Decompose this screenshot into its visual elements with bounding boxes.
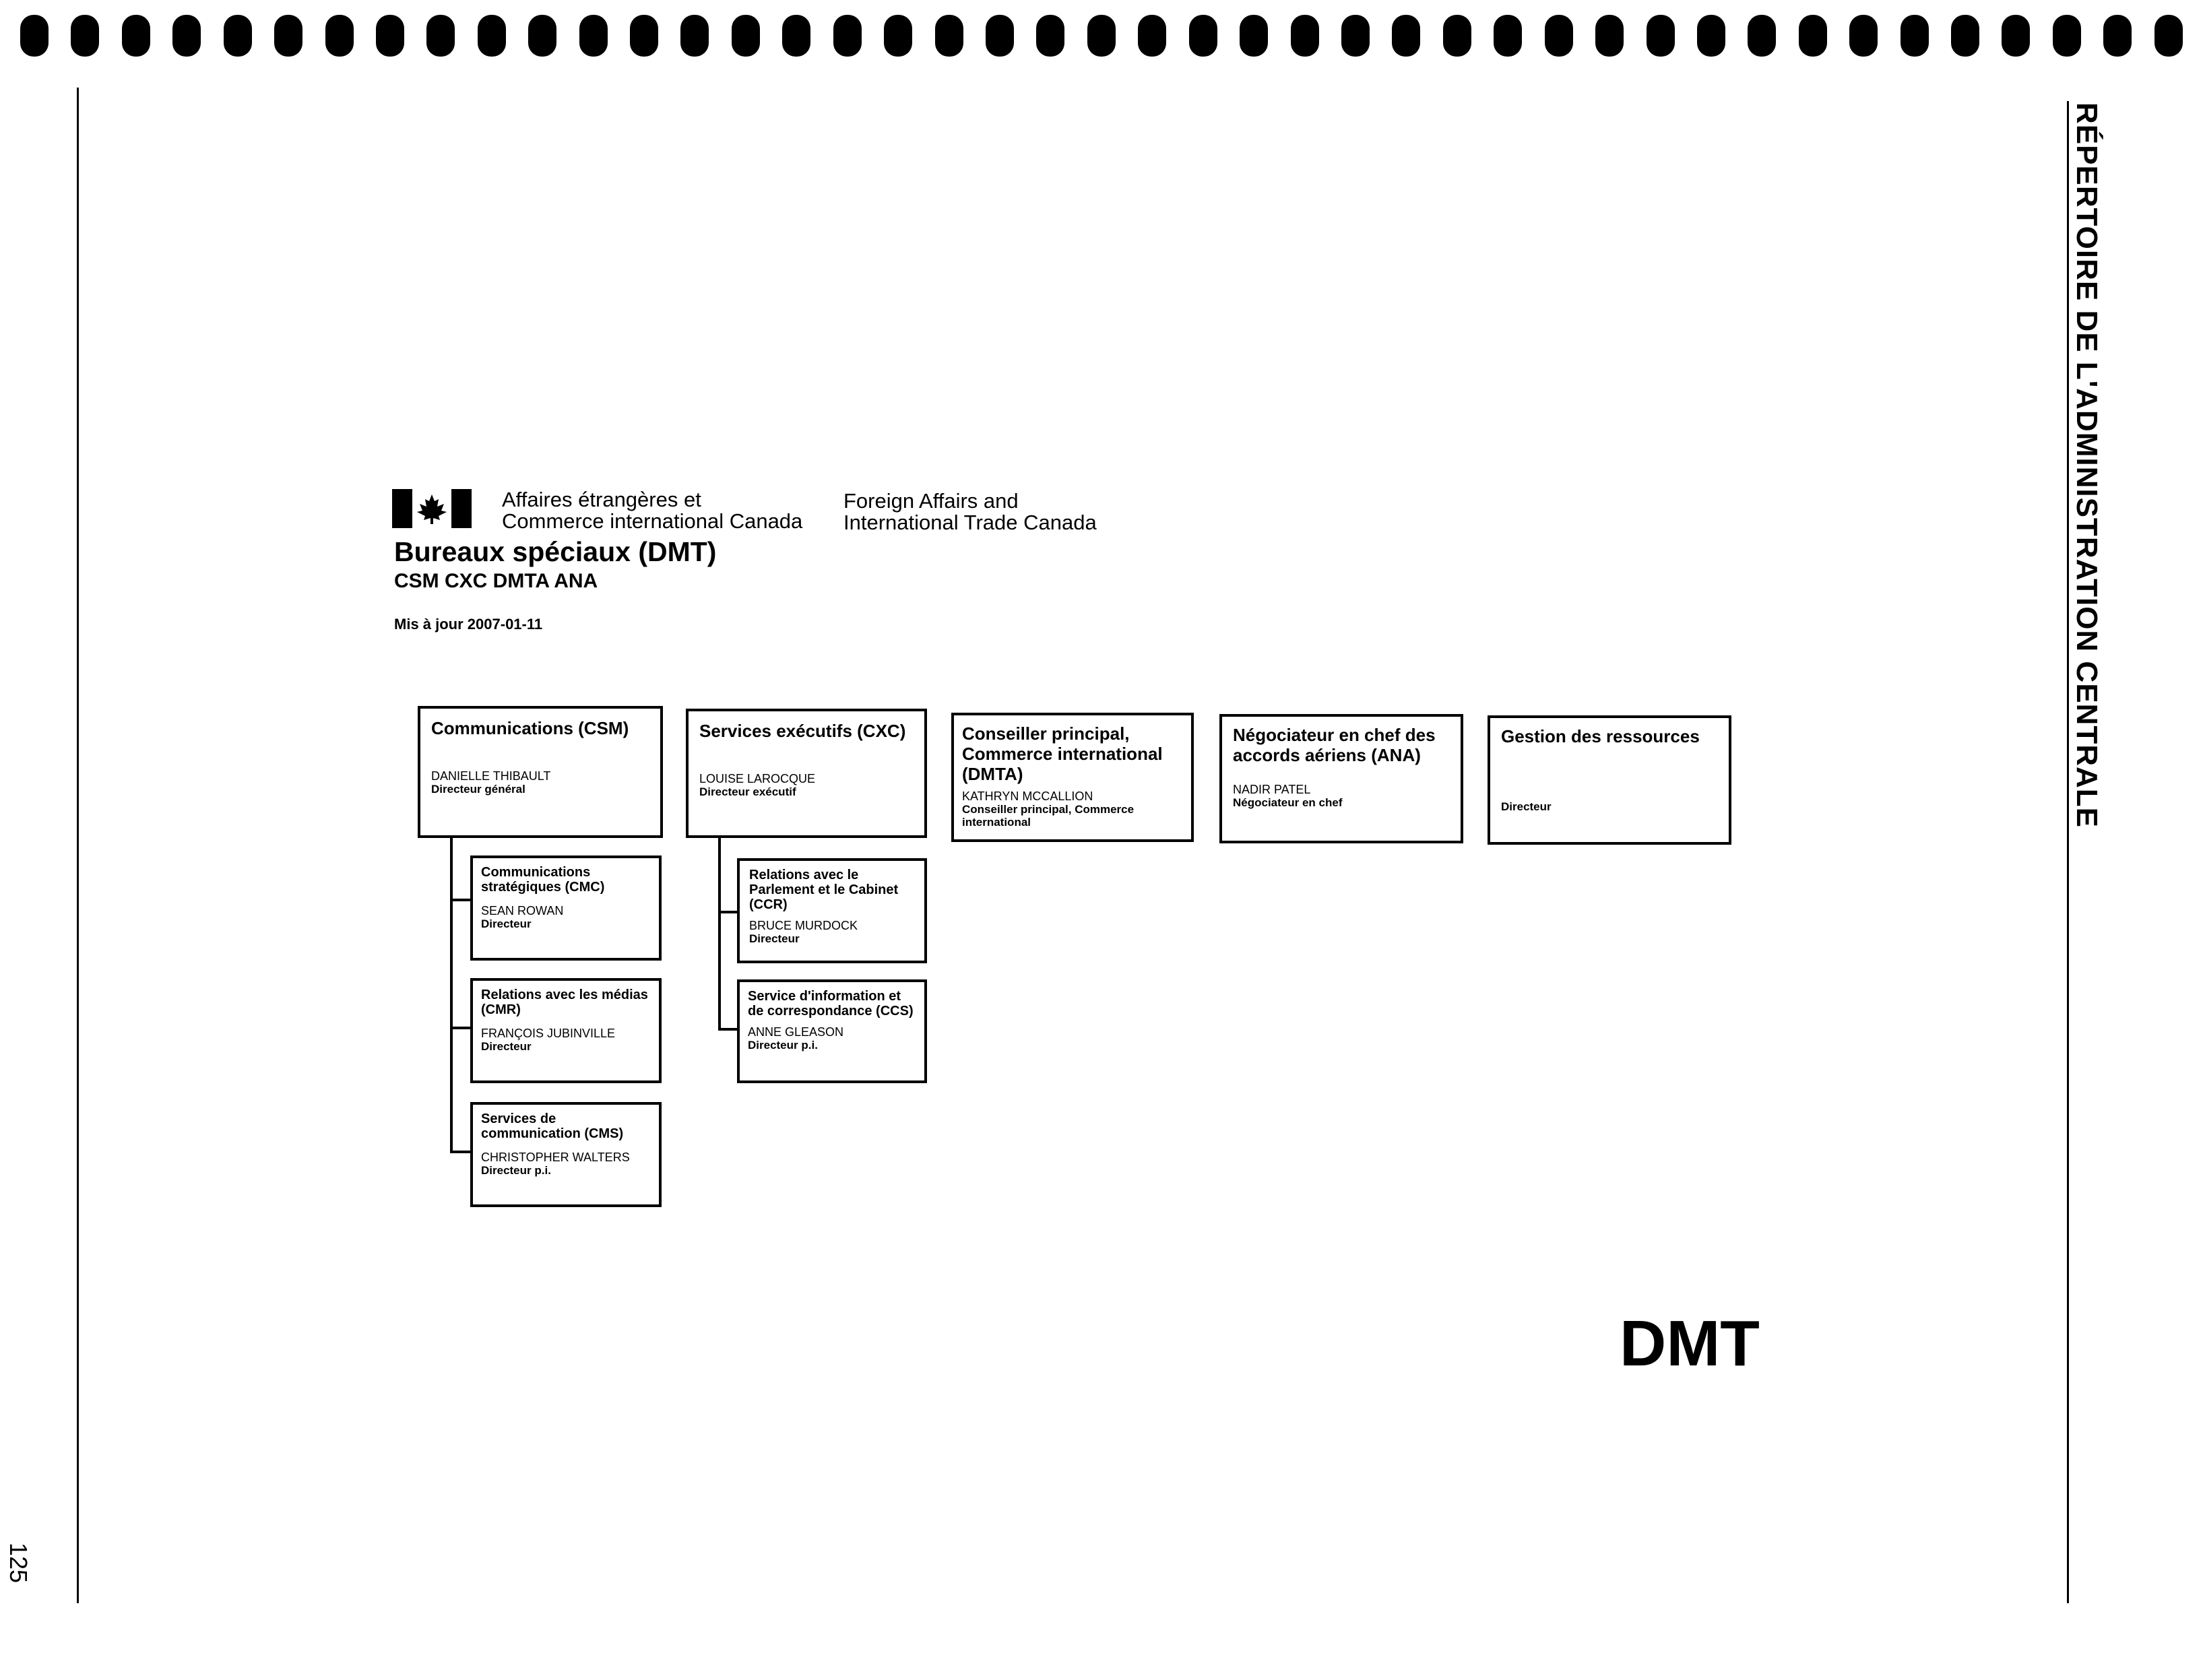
org-box-role: Directeur bbox=[1501, 800, 1552, 813]
binding-hole bbox=[478, 15, 506, 57]
connector-line bbox=[718, 911, 738, 913]
org-box-person: KATHRYN MCCALLION bbox=[962, 789, 1093, 803]
org-box-role: Directeur p.i. bbox=[481, 1164, 551, 1177]
dept-en-line1: Foreign Affairs and bbox=[843, 489, 1019, 513]
binding-hole bbox=[1138, 15, 1166, 57]
org-box-role: Directeur exécutif bbox=[699, 785, 796, 798]
binding-hole bbox=[172, 15, 201, 57]
binding-hole bbox=[1494, 15, 1522, 57]
binding-hole bbox=[1595, 15, 1624, 57]
connector-line bbox=[718, 835, 721, 1031]
side-title: RÉPERTOIRE DE L'ADMINISTRATION CENTRALE bbox=[2070, 102, 2103, 828]
org-box-role: Conseiller principal, Commerce international bbox=[962, 803, 1135, 829]
dept-en-line2: International Trade Canada bbox=[843, 511, 1097, 534]
connector-line bbox=[450, 1151, 472, 1153]
binding-hole bbox=[20, 15, 49, 57]
org-box-cms bbox=[470, 1102, 662, 1207]
binding-hole bbox=[630, 15, 658, 57]
org-box-title: Communications stratégiques (CMC) bbox=[481, 865, 605, 895]
org-box-title: Service d'information et de correspondance (CCS) bbox=[748, 989, 914, 1019]
org-box-ccs bbox=[737, 979, 927, 1083]
dept-fr-line2: Commerce international Canada bbox=[502, 509, 803, 533]
binding-hole bbox=[986, 15, 1014, 57]
binding-hole bbox=[2002, 15, 2030, 57]
org-box-role: Directeur général bbox=[431, 783, 525, 796]
org-box-person: ANNE GLEASON bbox=[748, 1025, 844, 1039]
left-margin-rule bbox=[77, 88, 79, 1603]
dept-name-en bbox=[843, 490, 1097, 534]
binding-hole bbox=[1545, 15, 1573, 57]
org-box-resources bbox=[1488, 715, 1731, 845]
updated-date: Mis à jour 2007-01-11 bbox=[394, 616, 543, 633]
org-box-cxc bbox=[686, 709, 927, 838]
binding-hole bbox=[224, 15, 252, 57]
org-box-title: Services de communication (CMS) bbox=[481, 1111, 624, 1141]
binding-hole bbox=[528, 15, 556, 57]
org-box-person: BRUCE MURDOCK bbox=[749, 919, 858, 932]
binding-hole bbox=[71, 15, 99, 57]
dept-fr-line1: Affaires étrangères et bbox=[502, 488, 701, 511]
org-box-ana bbox=[1219, 714, 1463, 843]
binding-hole bbox=[1087, 15, 1116, 57]
org-box-person: LOUISE LAROCQUE bbox=[699, 772, 816, 785]
binding-hole bbox=[2154, 15, 2183, 57]
page-subtitle: CSM CXC DMTA ANA bbox=[394, 570, 598, 592]
page-title: Bureaux spéciaux (DMT) bbox=[394, 536, 717, 567]
org-box-role: Négociateur en chef bbox=[1233, 796, 1343, 809]
connector-line bbox=[450, 835, 453, 1153]
org-box-ccr bbox=[737, 858, 927, 963]
binding-hole bbox=[1748, 15, 1776, 57]
binding-hole bbox=[1036, 15, 1064, 57]
org-box-cmc bbox=[470, 855, 662, 961]
binding-hole bbox=[325, 15, 354, 57]
page-number: 125 bbox=[5, 1543, 32, 1584]
binding-holes bbox=[20, 15, 2183, 57]
binding-hole bbox=[579, 15, 608, 57]
org-box-cmr bbox=[470, 978, 662, 1083]
connector-line bbox=[450, 899, 472, 901]
binding-hole bbox=[1189, 15, 1217, 57]
binding-hole bbox=[122, 15, 150, 57]
binding-hole bbox=[782, 15, 810, 57]
org-box-csm bbox=[418, 706, 663, 838]
org-box-role: Directeur bbox=[749, 932, 800, 945]
org-box-dmta bbox=[951, 713, 1194, 842]
org-box-title: Relations avec le Parlement et le Cabinet (CCR) bbox=[749, 868, 899, 912]
org-box-title: Services exécutifs (CXC) bbox=[699, 721, 906, 741]
org-box-title: Gestion des ressources bbox=[1501, 726, 1700, 746]
org-box-role: Directeur bbox=[481, 1040, 532, 1053]
connector-line bbox=[718, 1028, 738, 1031]
binding-hole bbox=[1849, 15, 1878, 57]
org-box-title: Conseiller principal, Commerce international (DMTA) bbox=[962, 723, 1163, 784]
binding-hole bbox=[833, 15, 862, 57]
binding-hole bbox=[884, 15, 912, 57]
dept-name-fr bbox=[502, 489, 802, 532]
binding-hole bbox=[935, 15, 963, 57]
binding-hole bbox=[376, 15, 404, 57]
binding-hole bbox=[732, 15, 760, 57]
binding-hole bbox=[426, 15, 455, 57]
binding-hole bbox=[1392, 15, 1420, 57]
org-box-person: CHRISTOPHER WALTERS bbox=[481, 1151, 630, 1164]
binding-hole bbox=[1240, 15, 1268, 57]
org-box-person: DANIELLE THIBAULT bbox=[431, 769, 551, 783]
binding-hole bbox=[1951, 15, 1979, 57]
binding-hole bbox=[2103, 15, 2132, 57]
binding-hole bbox=[1443, 15, 1471, 57]
binding-hole bbox=[680, 15, 709, 57]
org-box-person: FRANÇOIS JUBINVILLE bbox=[481, 1027, 616, 1040]
binding-hole bbox=[1901, 15, 1929, 57]
org-box-role: Directeur p.i. bbox=[748, 1039, 818, 1052]
org-box-person: NADIR PATEL bbox=[1233, 783, 1311, 796]
binding-hole bbox=[1697, 15, 1725, 57]
connector-line bbox=[450, 1027, 472, 1029]
org-box-title: Négociateur en chef des accords aériens (ANA) bbox=[1233, 725, 1436, 765]
org-box-title: Relations avec les médias (CMR) bbox=[481, 988, 648, 1017]
binding-hole bbox=[1341, 15, 1370, 57]
canada-flag-icon bbox=[392, 489, 472, 528]
binding-hole bbox=[1647, 15, 1675, 57]
section-code: DMT bbox=[1620, 1307, 1760, 1380]
org-box-title: Communications (CSM) bbox=[431, 718, 629, 738]
binding-hole bbox=[274, 15, 302, 57]
right-margin-rule bbox=[2067, 101, 2069, 1603]
org-box-person: SEAN ROWAN bbox=[481, 904, 564, 917]
org-box-role: Directeur bbox=[481, 917, 532, 930]
binding-hole bbox=[1291, 15, 1319, 57]
binding-hole bbox=[2053, 15, 2081, 57]
binding-hole bbox=[1799, 15, 1827, 57]
